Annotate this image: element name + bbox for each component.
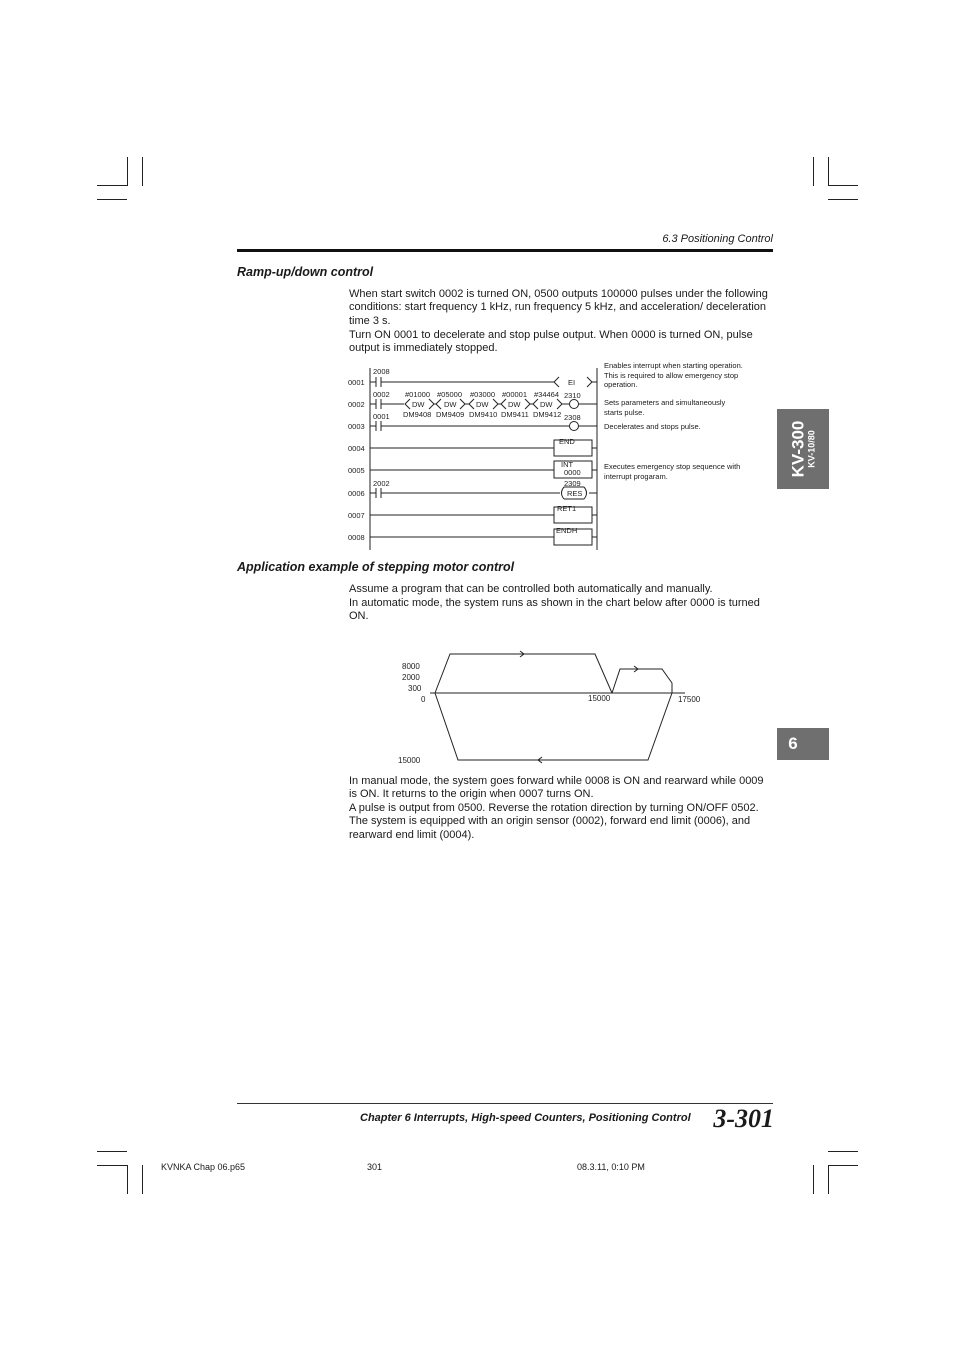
x-tick-label: 15000 [588, 694, 611, 703]
instr-endh: ENDH [556, 526, 578, 535]
note-set-parameters: Sets parameters and simultaneously starts pulse. [604, 398, 726, 417]
crop-mark [828, 199, 858, 200]
product-tab-title: KV-300 [788, 420, 808, 478]
note-decelerate: Decelerates and stops pulse. [604, 422, 701, 431]
print-page: 301 [367, 1162, 383, 1172]
chapter-tab-number: 6 [788, 734, 798, 753]
crop-mark [127, 157, 128, 186]
crop-mark [142, 157, 143, 186]
section-header: 6.3 Positioning Control [662, 233, 773, 245]
footer-rule [237, 1103, 773, 1104]
instr-end: END [559, 437, 575, 446]
coil-label: 2309 [564, 479, 581, 488]
footer-chapter: Chapter 6 Interrupts, High-speed Counters, Positioning Control [360, 1112, 691, 1124]
dm-label: DM9410 [469, 410, 498, 419]
instr-res: RES [567, 489, 583, 498]
dw-label: DW [412, 400, 425, 409]
series-forward-1 [435, 654, 612, 693]
x-tick-label: 0 [421, 695, 426, 704]
return-label: 15000 [398, 756, 421, 765]
constant-label: #03000 [470, 390, 496, 399]
instr-ret1: RET1 [557, 504, 577, 513]
ramp-heading: Ramp-up/down control [237, 265, 374, 279]
stepping-paragraph-3: In manual mode, the system goes forward while 0008 is ON and rearward while 0009 is ON. It returns to the origin when 0007 turns ON. [349, 775, 764, 801]
dw-label: DW [508, 400, 521, 409]
instr-int: INT [561, 460, 574, 469]
print-file-name: KVNKA Chap 06.p65 [161, 1162, 246, 1172]
ladder-row-label: 0001 [348, 378, 365, 387]
constant-label: #01000 [405, 390, 431, 399]
print-date: 08.3.11, 0:10 PM [577, 1162, 645, 1172]
crop-mark [97, 1165, 127, 1166]
ramp-paragraph-1: When start switch 0002 is turned ON, 0500 outputs 100000 pulses under the following conditions: start frequency 1 kHz, run frequency 5 kHz, and acceleration/ deceleration time 3 s. [349, 288, 768, 327]
y-tick-label: 2000 [402, 673, 420, 682]
chapter-tab [777, 728, 829, 760]
crop-mark [813, 157, 814, 186]
dw-label: DW [476, 400, 489, 409]
note-emergency-stop: Executes emergency stop sequence with interrupt progaram. [604, 462, 741, 481]
constant-label: #00001 [502, 390, 528, 399]
ladder-row-label: 0002 [348, 400, 365, 409]
crop-mark [97, 1151, 127, 1152]
coil-label: 2310 [564, 391, 581, 400]
dm-label: DM9411 [501, 410, 529, 419]
crop-mark [828, 1151, 858, 1152]
page-number: 3-301 [713, 1104, 774, 1133]
crop-mark [813, 1165, 814, 1194]
constant-label: #05000 [437, 390, 463, 399]
contact-label: 2002 [373, 479, 390, 488]
product-tab [777, 409, 829, 489]
crop-mark [828, 185, 858, 186]
contact-label: 2008 [373, 367, 390, 376]
dw-label: DW [540, 400, 553, 409]
coil-label: 2308 [564, 413, 581, 422]
constant-label: #34464 [534, 390, 560, 399]
header-rule [237, 249, 773, 252]
dw-label: DW [444, 400, 457, 409]
note-enable-interrupt: Enables interrupt when starting operation. This is required to allow emergency stop operation. [604, 361, 743, 389]
ladder-row-label: 0005 [348, 466, 365, 475]
crop-mark [828, 1165, 829, 1194]
contact-label: 0002 [373, 390, 390, 399]
crop-mark [828, 157, 829, 186]
instr-ei: EI [568, 378, 576, 387]
ladder-row-label: 0008 [348, 533, 365, 542]
stepping-paragraph-2: In automatic mode, the system runs as shown in the chart below after 0000 is turned ON. [349, 597, 760, 623]
crop-mark [97, 185, 127, 186]
x-tick-label: 17500 [678, 695, 701, 704]
series-forward-2 [612, 669, 672, 693]
crop-mark [828, 1165, 858, 1166]
crop-mark [127, 1165, 128, 1194]
crop-mark [97, 199, 127, 200]
speed-profile-chart [390, 645, 720, 770]
ladder-row-label: 0004 [348, 444, 365, 453]
ladder-row-label: 0003 [348, 422, 365, 431]
product-tab-subtitle: KV-10/80 [806, 430, 817, 468]
dm-label: DM9412 [533, 410, 562, 419]
y-tick-label: 8000 [402, 662, 420, 671]
ladder-row-label: 0007 [348, 511, 365, 520]
dm-label: DM9409 [436, 410, 465, 419]
ladder-row-label: 0006 [348, 489, 365, 498]
ramp-paragraph-2: Turn ON 0001 to decelerate and stop pulse output. When 0000 is turned ON, pulse output is immediately stopped. [349, 329, 753, 355]
stepping-paragraph-4: A pulse is output from 0500. Reverse the rotation direction by turning ON/OFF 0502. The system is equipped with an origin sensor (0002), forward end limit (0006), and rearward end limit (0004). [349, 802, 759, 841]
series-return [435, 693, 672, 760]
contact-label: 0001 [373, 412, 390, 421]
stepping-paragraph-1: Assume a program that can be controlled both automatically and manually. [349, 583, 713, 595]
crop-mark [142, 1165, 143, 1194]
dm-label: DM9408 [403, 410, 432, 419]
stepping-heading: Application example of stepping motor control [237, 560, 515, 574]
y-tick-label: 300 [408, 684, 422, 693]
instr-int-value: 0000 [564, 468, 581, 477]
